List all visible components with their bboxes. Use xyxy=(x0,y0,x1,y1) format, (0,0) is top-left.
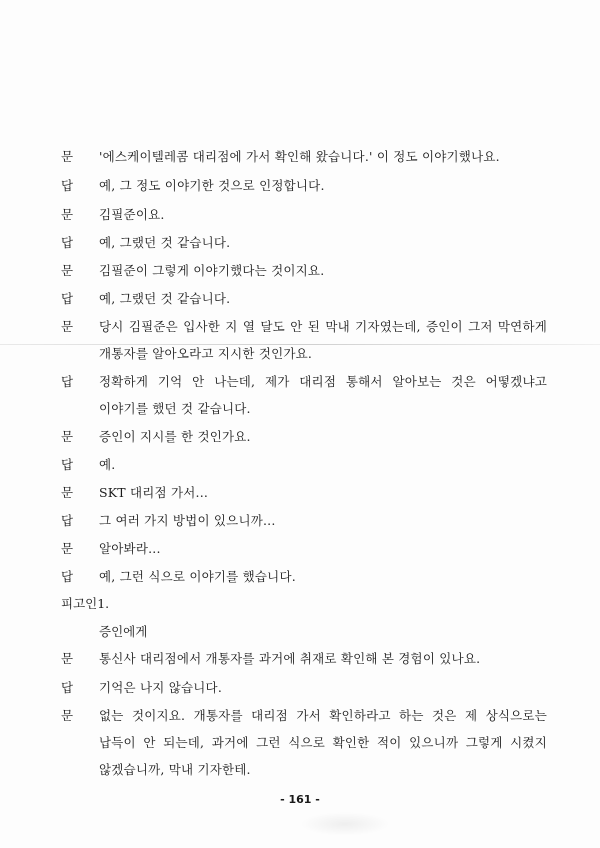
qa-text: 기억은 나지 않습니다. xyxy=(99,680,222,695)
qa-text: 통신사 대리점에서 개통자를 과거에 취재로 확인해 본 경험이 있나요. xyxy=(99,651,481,666)
speaker-label: 문 xyxy=(61,485,74,500)
qa-text: 김필준이 그렇게 이야기했다는 것이지요. xyxy=(99,263,325,278)
speaker-label: 문 xyxy=(61,207,74,222)
qa-text: 예, 그 정도 이야기한 것으로 인정합니다. xyxy=(99,178,325,193)
qa-text: '에스케이텔레콤 대리점에 가서 확인해 왔습니다.' 이 정도 이야기했나요. xyxy=(99,149,500,164)
qa-text: 증인이 지시를 한 것인가요. xyxy=(99,429,251,444)
speaker-label: 답 xyxy=(61,178,74,193)
qa-text: 알아봐라... xyxy=(99,541,161,556)
scan-artifact-line xyxy=(0,344,600,345)
qa-text: 김필준이요. xyxy=(99,207,165,222)
speaker-label: 답 xyxy=(61,569,74,584)
qa-text: 예. xyxy=(99,457,116,472)
speaker-label: 문 xyxy=(61,541,74,556)
speaker-label: 문 xyxy=(61,319,74,334)
qa-text: 정확하게 기억 안 나는데, 제가 대리점 통해서 알아보는 것은 어떻겠냐고 이야기를 했던 것 같습니다. xyxy=(99,374,547,416)
speaker-label: 답 xyxy=(61,291,74,306)
qa-text: 예, 그런 식으로 이야기를 했습니다. xyxy=(99,569,296,584)
speaker-label: 답 xyxy=(61,680,74,695)
qa-text: SKT 대리점 가서... xyxy=(99,485,209,500)
speaker-label: 문 xyxy=(61,149,74,164)
speaker-label: 답 xyxy=(61,374,74,389)
speaker-label: 답 xyxy=(61,235,74,250)
section-title: 피고인1. xyxy=(61,596,110,611)
qa-text: 예, 그랬던 것 같습니다. xyxy=(99,291,231,306)
page-number: - 161 - xyxy=(280,793,320,806)
qa-text: 없는 것이지요. 개통자를 대리점 가서 확인하라고 하는 것은 제 상식으로는 납득이 안 되는데, 과거에 그런 식으로 확인한 적이 있으니까 그렇게 시켰지 않겠습니까, 막내 기자한테. xyxy=(99,708,547,777)
speaker-label: 문 xyxy=(61,708,74,723)
qa-text: 그 여러 가지 방법이 있으니까... xyxy=(99,513,276,528)
speaker-label: 문 xyxy=(61,263,74,278)
qa-text: 당시 김필준은 입사한 지 열 달도 안 된 막내 기자였는데, 증인이 그저 막연하게 개통자를 알아오라고 지시한 것인가요. xyxy=(99,319,547,361)
speaker-label: 답 xyxy=(61,513,74,528)
scan-smudge xyxy=(300,812,390,836)
qa-text: 예, 그랬던 것 같습니다. xyxy=(99,235,231,250)
speaker-label: 답 xyxy=(61,457,74,472)
speaker-label: 문 xyxy=(61,429,74,444)
section-subtitle: 증인에게 xyxy=(99,624,148,639)
speaker-label: 문 xyxy=(61,651,74,666)
